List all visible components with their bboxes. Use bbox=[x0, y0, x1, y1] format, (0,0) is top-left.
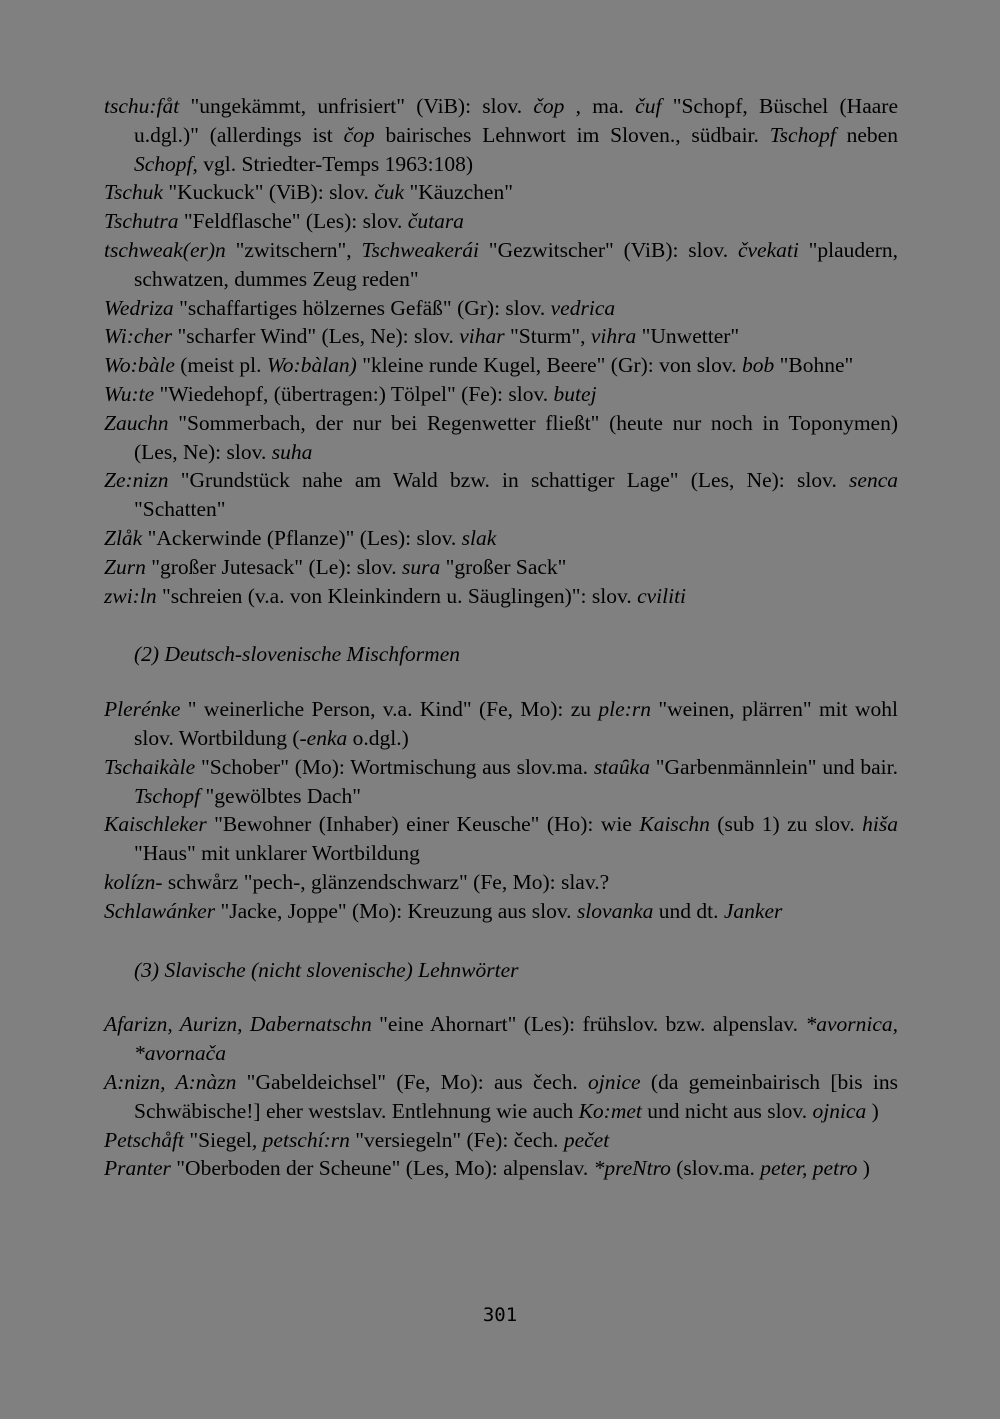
cited-form: *preNtro bbox=[593, 1156, 671, 1181]
headword: Wedriza bbox=[104, 295, 174, 320]
headword: Kaischleker bbox=[104, 812, 207, 837]
cited-form: vedrica bbox=[550, 295, 616, 320]
cited-form: čop bbox=[343, 122, 375, 147]
entry-text: "versiegeln" (Fe): čech. bbox=[349, 1127, 564, 1152]
dictionary-entry bbox=[104, 1010, 898, 1068]
dictionary-entry bbox=[104, 897, 898, 926]
dictionary-entry bbox=[104, 582, 898, 611]
entry-text: "großer Sack" bbox=[440, 554, 567, 579]
cited-form: sura bbox=[402, 554, 441, 579]
entry-list bbox=[104, 695, 898, 925]
cited-form: staȗka bbox=[593, 754, 650, 779]
entry-text: "schreien (v.a. von Kleinkindern u. Säuglingen)": slov. bbox=[156, 583, 638, 608]
section-heading-2: (2) Deutsch-slovenische Mischformen bbox=[134, 642, 460, 667]
dictionary-entry bbox=[104, 553, 898, 582]
headword: tschweak(er)n bbox=[104, 237, 226, 262]
entry-text: "Garbenmännlein" und bair. bbox=[649, 754, 898, 779]
entry-list bbox=[104, 92, 898, 610]
cited-form: senca bbox=[849, 468, 898, 493]
entry-text: "Schopf, Büschel (Haare u.dgl.)" (allerdings ist bbox=[134, 94, 898, 147]
entry-text: und dt. bbox=[653, 898, 724, 923]
headword: Pranter bbox=[104, 1156, 171, 1181]
entry-text: "schaffartiges hölzernes Gefäß" (Gr): slov. bbox=[173, 295, 551, 320]
entry-text: " weinerliche Person, v.a. Kind" (Fe, Mo): zu bbox=[180, 697, 599, 722]
cited-form: petschí:rn bbox=[262, 1127, 350, 1152]
entry-text: neben bbox=[835, 122, 898, 147]
headword: Tschaikàle bbox=[104, 754, 196, 779]
headword: zwi:ln bbox=[104, 583, 157, 608]
dictionary-entry bbox=[104, 524, 898, 553]
cited-form: Wo:bàlan) bbox=[266, 353, 357, 378]
headword: Schlawánker bbox=[104, 898, 216, 923]
cited-form: Janker bbox=[723, 898, 783, 923]
headword: Afarizn, Aurizn, Dabernatschn bbox=[104, 1012, 372, 1037]
entry-text: "Unwetter" bbox=[636, 324, 740, 349]
entry-text: "Siegel, bbox=[184, 1127, 263, 1152]
cited-form: Kaischn bbox=[639, 812, 710, 837]
dictionary-entry bbox=[104, 1126, 898, 1155]
cited-form: čuf bbox=[635, 94, 662, 118]
dictionary-entry bbox=[104, 466, 898, 524]
headword: kolízn- bbox=[104, 869, 163, 894]
entry-text: "Grundstück nahe am Wald bzw. in schattiger Lage" (Les, Ne): slov. bbox=[168, 468, 850, 493]
entry-text: "Feldflasche" (Les): slov. bbox=[178, 209, 408, 234]
headword: Zauchn bbox=[104, 410, 169, 435]
entry-text: "weinen, plärren" mit wohl slov. Wortbildung ( bbox=[134, 697, 898, 750]
cited-form: *avornica, *avornača bbox=[134, 1012, 898, 1066]
cited-form: Tschweakerái bbox=[361, 237, 479, 262]
cited-form: suha bbox=[271, 439, 313, 464]
entry-text: "Wiedehopf, (übertragen:) Tölpel" (Fe): slov. bbox=[154, 381, 554, 406]
entry-text: und nicht aus slov. bbox=[641, 1098, 813, 1123]
dictionary-entry bbox=[104, 695, 898, 753]
cited-form: ple:rn bbox=[598, 697, 651, 722]
entry-text: "Käuzchen" bbox=[404, 180, 513, 205]
entry-text: "Oberboden der Scheune" (Les, Mo): alpenslav. bbox=[170, 1156, 594, 1181]
cited-form: butej bbox=[553, 381, 597, 406]
entry-text: (slov.ma. bbox=[670, 1156, 761, 1181]
dictionary-entry bbox=[104, 380, 898, 409]
entry-text: "Gabeldeichsel" (Fe, Mo): aus čech. bbox=[236, 1069, 589, 1094]
cited-form: čuk bbox=[374, 180, 405, 205]
headword: Tschuk bbox=[104, 180, 163, 205]
cited-form: vihar bbox=[459, 324, 505, 349]
entry-text: (meist pl. bbox=[174, 353, 267, 378]
entry-text: (sub 1) zu slov. bbox=[709, 812, 863, 837]
dictionary-entry bbox=[104, 236, 898, 294]
cited-form: pečet bbox=[563, 1127, 610, 1152]
headword: Wu:te bbox=[104, 381, 155, 406]
dictionary-entry bbox=[104, 409, 898, 467]
entry-text: "Sturm", bbox=[504, 324, 591, 349]
section-heading-3: (3) Slavische (nicht slovenische) Lehnwörter bbox=[134, 957, 519, 982]
dictionary-entry bbox=[104, 868, 898, 897]
dictionary-entry bbox=[104, 1154, 898, 1183]
cited-form: čutara bbox=[407, 209, 464, 234]
cited-form: ojnica bbox=[812, 1098, 867, 1123]
cited-form: hiša bbox=[862, 812, 898, 837]
entry-text: "Haus" mit unklarer Wortbildung bbox=[134, 841, 420, 866]
dictionary-entry bbox=[104, 92, 898, 178]
entry-list bbox=[104, 1010, 898, 1183]
headword: Zlåk bbox=[104, 525, 143, 550]
cited-form: cviliti bbox=[637, 583, 687, 608]
dictionary-entry bbox=[104, 351, 898, 380]
cited-form: čvekati bbox=[737, 237, 799, 262]
dictionary-entry bbox=[104, 1068, 898, 1126]
cited-form: vihra bbox=[590, 324, 637, 349]
cited-form: Tschopf bbox=[134, 783, 201, 808]
cited-form: Schopf bbox=[134, 151, 193, 176]
entry-text: "gewölbtes Dach" bbox=[200, 783, 361, 808]
entry-text: "ungekämmt, unfrisiert" (ViB): slov. bbox=[179, 94, 534, 118]
entry-text: "Schatten" bbox=[134, 497, 226, 522]
dictionary-entry bbox=[104, 207, 898, 236]
entry-text: "Schober" (Mo): Wortmischung aus slov.ma. bbox=[195, 754, 594, 779]
entry-text: "scharfer Wind" (Les, Ne): slov. bbox=[172, 324, 460, 349]
entry-text: "Gezwitscher" (ViB): slov. bbox=[478, 237, 738, 262]
entry-text: ) bbox=[857, 1156, 870, 1181]
dictionary-entry bbox=[104, 753, 898, 811]
cited-form: čop bbox=[533, 94, 565, 118]
entry-text: "kleine runde Kugel, Beere" (Gr): von slov. bbox=[356, 353, 742, 378]
entry-text: , vgl. Striedter-Temps 1963:108) bbox=[192, 151, 474, 176]
cited-form: slak bbox=[461, 525, 497, 550]
headword: Plerénke bbox=[104, 697, 181, 722]
entry-text: (da gemeinbairisch [bis ins Schwäbische!] eher westslav. Entlehnung wie auch bbox=[134, 1069, 899, 1123]
dictionary-entry bbox=[104, 178, 898, 207]
entry-text: "Jacke, Joppe" (Mo): Kreuzung aus slov. bbox=[215, 898, 577, 923]
entry-text: "Bewohner (Inhaber) einer Keusche" (Ho): wie bbox=[206, 812, 640, 837]
headword: Zurn bbox=[104, 554, 146, 579]
cited-form: ojnice bbox=[588, 1069, 641, 1094]
entry-text: ) bbox=[866, 1098, 879, 1123]
entry-text: "eine Ahornart" (Les): frühslov. bzw. alpenslav. bbox=[371, 1012, 806, 1037]
entry-text: o.dgl.) bbox=[347, 725, 409, 750]
headword: tschu:fåt bbox=[104, 94, 180, 118]
entry-text: "Sommerbach, der nur bei Regenwetter fließt" (heute nur noch in Toponymen) (Les, Ne): slov. bbox=[134, 410, 898, 464]
headword: Tschutra bbox=[104, 209, 179, 234]
dictionary-entry bbox=[104, 294, 898, 323]
entry-text: bairisches Lehnwort im Sloven., südbair. bbox=[374, 122, 770, 147]
cited-form: Ko:met bbox=[578, 1098, 642, 1123]
entry-text: "großer Jutesack" (Le): slov. bbox=[145, 554, 402, 579]
cited-form: Tschopf bbox=[769, 122, 836, 147]
headword: Petschåft bbox=[104, 1127, 185, 1152]
entry-text: "zwitschern", bbox=[225, 237, 362, 262]
entry-text: "Kuckuck" (ViB): slov. bbox=[162, 180, 375, 205]
headword: Wi:cher bbox=[104, 324, 173, 349]
cited-form: peter, petro bbox=[760, 1156, 858, 1181]
entry-text: schwårz "pech-, glänzendschwarz" (Fe, Mo): slav.? bbox=[162, 869, 610, 894]
headword: Wo:bàle bbox=[104, 353, 175, 378]
dictionary-entry bbox=[104, 810, 898, 868]
page-number: 301 bbox=[482, 1304, 518, 1326]
headword: Ze:nizn bbox=[104, 468, 169, 493]
page-body bbox=[104, 92, 898, 1183]
cited-form: slovanka bbox=[576, 898, 654, 923]
entry-text: , ma. bbox=[564, 94, 636, 118]
cited-form: -enka bbox=[299, 725, 348, 750]
cited-form: bob bbox=[741, 353, 775, 378]
entry-text: "Bohne" bbox=[774, 353, 854, 378]
entry-text: "plaudern, schwatzen, dummes Zeug reden" bbox=[134, 237, 899, 291]
dictionary-entry bbox=[104, 322, 898, 351]
headword: A:nizn, A:nàzn bbox=[104, 1069, 237, 1094]
entry-text: "Ackerwinde (Pflanze)" (Les): slov. bbox=[142, 525, 462, 550]
